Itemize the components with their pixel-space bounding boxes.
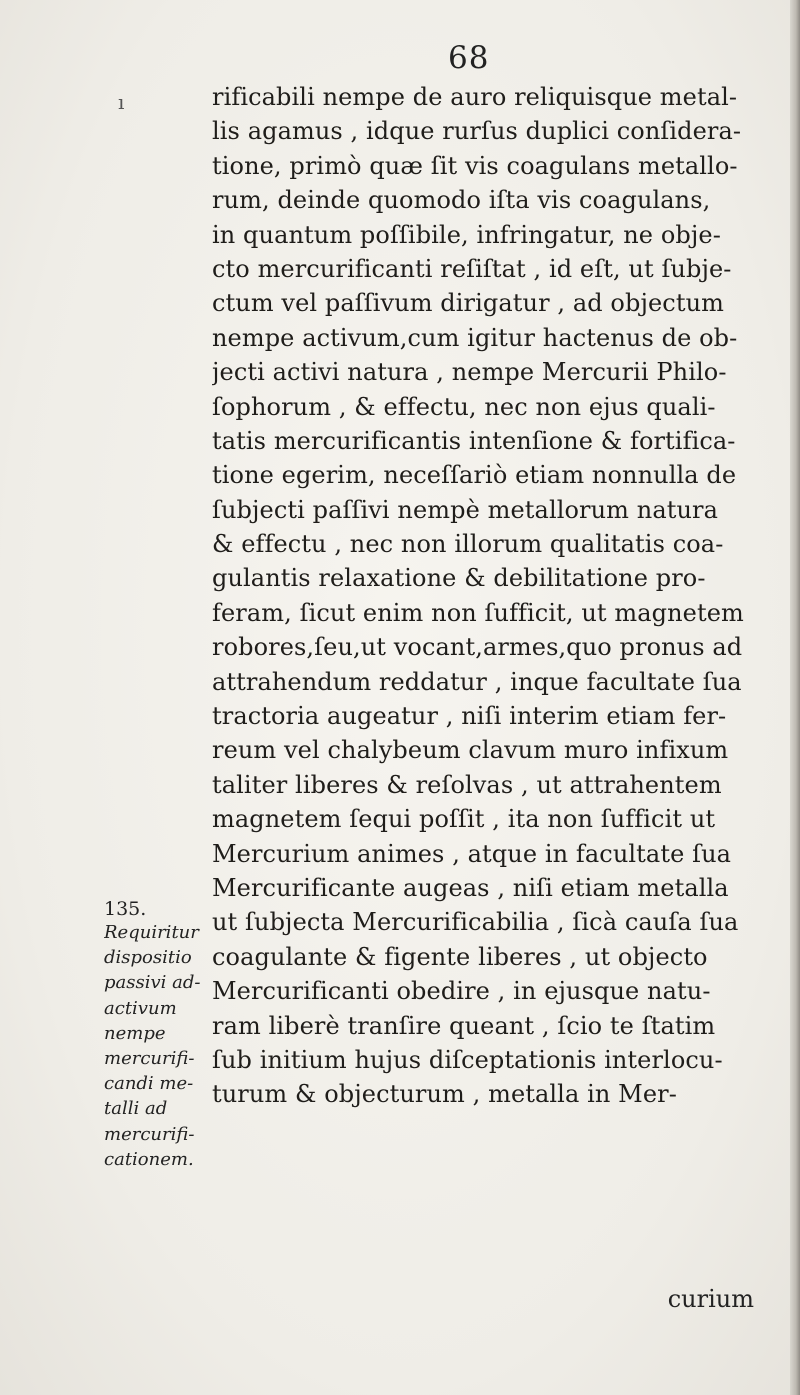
marginal-note-line: activum [104, 997, 177, 1019]
text-line: jecti activi natura , nempe Mercurii Philo- [212, 358, 727, 387]
text-line: cto mercurificanti reſiſtat , id eſt, ut ſubje- [212, 254, 732, 283]
text-line: ſophorum , & effectu, nec non ejus quali- [212, 392, 716, 421]
text-line: tractoria augeatur , niſi interim etiam fer- [212, 702, 727, 731]
text-line: tione egerim, neceſſariò etiam nonnulla de [212, 461, 737, 490]
text-line: ram liberè tranſire queant , ſcio te ſtatim [212, 1011, 716, 1040]
page-number: 68 [448, 40, 490, 76]
marginal-note-line: mercurifi- [104, 1047, 195, 1069]
corner-mark: ı [118, 90, 125, 114]
marginal-note-line: candi me- [104, 1073, 194, 1095]
text-line: in quantum poſſibile, infringatur, ne obje- [212, 220, 721, 249]
main-text-block [212, 80, 768, 1112]
margin-section-number: 135. [104, 898, 147, 920]
marginal-note-line: passivi ad- [104, 972, 201, 994]
text-line: nempe activum,cum igitur hactenus de ob- [212, 323, 738, 352]
text-line: reum vel chalybeum clavum muro infixum [212, 736, 729, 765]
text-line: gulantis relaxatione & debilitatione pro- [212, 564, 706, 593]
text-line: tatis mercurificantis intenſione & fortifica- [212, 426, 736, 455]
text-line: ſub initium hujus diſceptationis interlocu- [212, 1045, 723, 1074]
marginal-note-line: talli ad [104, 1098, 168, 1120]
text-line: magnetem ſequi poſſit , ita non ſufficit ut [212, 805, 716, 834]
text-line: ctum vel paſſivum dirigatur , ad objectum [212, 289, 724, 318]
text-line: taliter liberes & reſolvas , ut attrahentem [212, 770, 722, 799]
marginal-note-line: cationem. [104, 1148, 194, 1170]
marginal-note-line: dispositio [104, 947, 192, 969]
text-line: Mercurium animes , atque in facultate ſua [212, 839, 732, 868]
text-line: coagulante & figente liberes , ut objecto [212, 942, 708, 971]
text-line: Mercurificante augeas , niſi etiam metalla [212, 873, 729, 902]
page-edge-shadow [790, 0, 800, 1395]
text-line: robores,ſeu,ut vocant,armes,quo pronus ad [212, 633, 743, 662]
text-line: attrahendum reddatur , inque facultate ſua [212, 667, 742, 696]
marginal-note [104, 920, 214, 1172]
text-line: & effectu , nec non illorum qualitatis coa- [212, 530, 724, 559]
catchword: curium [667, 1285, 754, 1313]
text-line: rum, deinde quomodo iſta vis coagulans, [212, 186, 711, 215]
marginal-note-line: Requiritur [104, 922, 199, 943]
marginal-note-line: mercurifi- [104, 1123, 195, 1145]
text-line: ſubjecti paſſivi nempè metallorum natura [212, 495, 719, 524]
text-line: rificabili nempe de auro reliquisque metal- [212, 83, 738, 111]
text-line: turum & objecturum , metalla in Mer- [212, 1080, 677, 1109]
text-line: lis agamus , idque rurſus duplici conſidera- [212, 117, 742, 146]
text-line: Mercurificanti obedire , in ejusque natu- [212, 977, 711, 1006]
marginal-note-line: nempe [104, 1022, 166, 1044]
text-line: tione, primò quæ ſit vis coagulans metallo- [212, 151, 738, 180]
text-line: ut ſubjecta Mercurificabilia , ſicà cauſa ſua [212, 908, 739, 937]
text-line: feram, ſicut enim non ſufficit, ut magnetem [212, 598, 744, 627]
